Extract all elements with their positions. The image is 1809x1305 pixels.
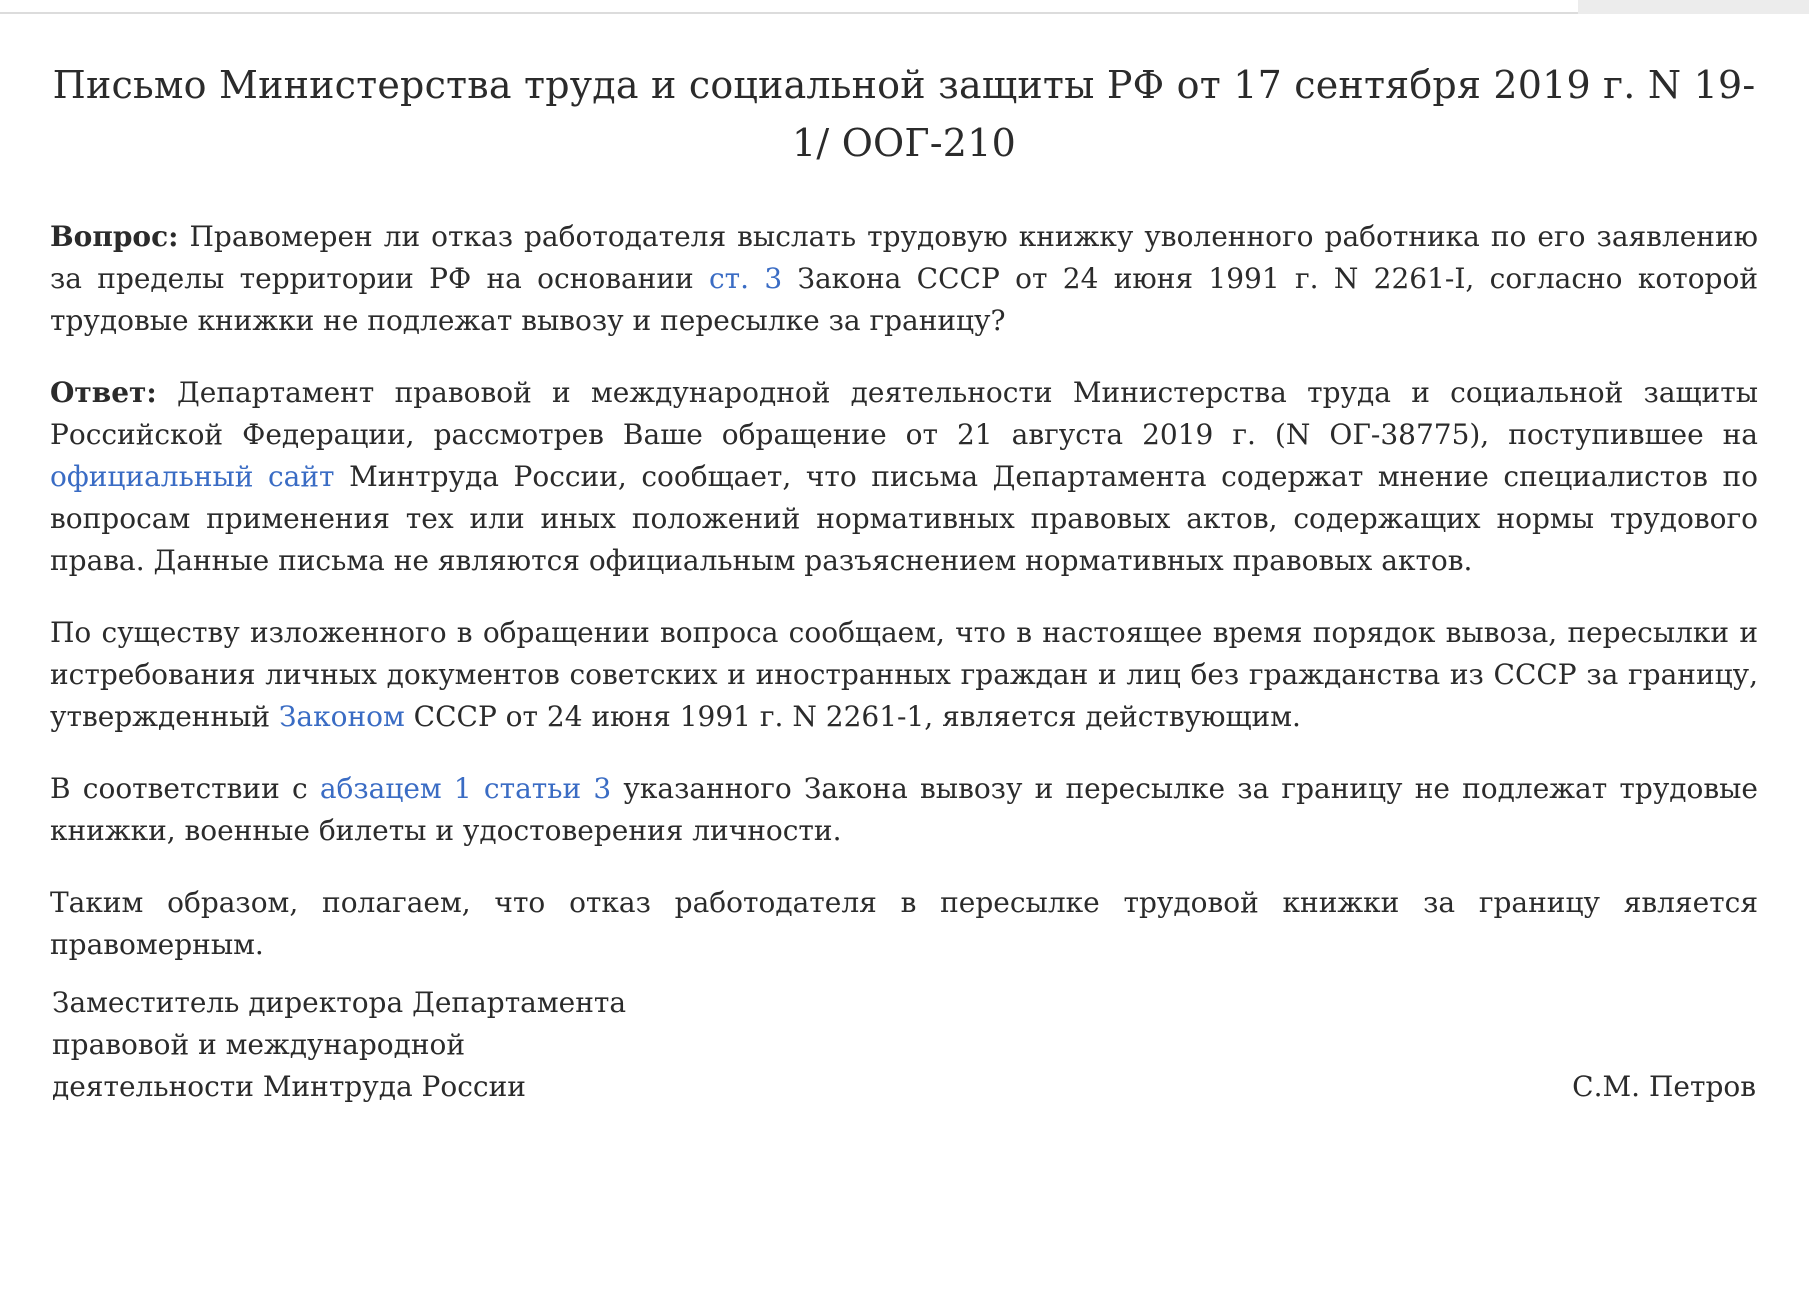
link-article-3[interactable]: ст. 3 <box>709 262 783 295</box>
paragraph-law-status <box>50 612 1758 738</box>
para-3-text-1: По существу изложенного в обращении вопроса сообщаем, что в настоящее время порядок вывоза, пересылки и истребования личных документов советских и иностранных граждан и лиц без гражданства из СССР за границу, утвержденный <box>50 616 1758 733</box>
para-4-text-1: В соответствии с <box>50 772 320 805</box>
answer-paragraph <box>50 372 1758 582</box>
signatory-position-line: правовой и международной <box>52 1028 466 1061</box>
link-official-site[interactable]: официальный сайт <box>50 460 335 493</box>
paragraph-conclusion: Таким образом, полагаем, что отказ работодателя в пересылке трудовой книжки за границу является правомерным. <box>50 886 1758 961</box>
para-3-text-2: СССР от 24 июня 1991 г. N 2261-1, является действующим. <box>404 700 1301 733</box>
link-paragraph-1-article-3[interactable]: абзацем 1 статьи 3 <box>319 772 612 805</box>
top-scroll-region <box>1578 0 1809 14</box>
signature-block <box>52 982 1758 1108</box>
question-paragraph <box>50 216 1758 342</box>
paragraph-article-reference <box>50 768 1758 852</box>
signatory-position-line: Заместитель директора Департамента <box>52 986 627 1019</box>
answer-text-2: Минтруда России, сообщает, что письма Департамента содержат мнение специалистов по вопросам применения тех или иных положений нормативных правовых актов, содержащих нормы трудового права. Данные письма не являются официальным разъяснением нормативных правовых актов. <box>50 460 1759 577</box>
page-title: Письмо Министерства труда и социальной защиты РФ от 17 сентября 2019 г. N 19-1/ ООГ-210 <box>52 63 1756 165</box>
question-label: Вопрос: <box>50 220 179 253</box>
question-text-1: Правомерен ли отказ работодателя выслать трудовую книжку уволенного работника по его заявлению за пределы территории РФ на основании <box>50 220 1758 295</box>
question-text-2: Закона СССР от 24 июня 1991 г. N 2261-I, согласно которой трудовые книжки не подлежат вывозу и пересылке за границу? <box>50 262 1758 337</box>
signatory-position <box>52 982 752 1108</box>
top-divider <box>0 12 1578 14</box>
answer-text-1: Департамент правовой и международной деятельности Министерства труда и социальной защиты Российской Федерации, рассмотрев Ваше обращение от 21 августа 2019 г. (N ОГ-38775), поступившее на <box>50 376 1758 451</box>
answer-label: Ответ: <box>50 376 157 409</box>
signatory-name: С.М. Петров <box>1572 1070 1756 1103</box>
document-body <box>50 56 1758 996</box>
signatory-position-line: деятельности Минтруда России <box>52 1070 526 1103</box>
para-4-text-2: указанного Закона вывозу и пересылке за границу не подлежат трудовые книжки, военные билеты и удостоверения личности. <box>50 772 1759 847</box>
link-law[interactable]: Законом <box>278 700 405 733</box>
